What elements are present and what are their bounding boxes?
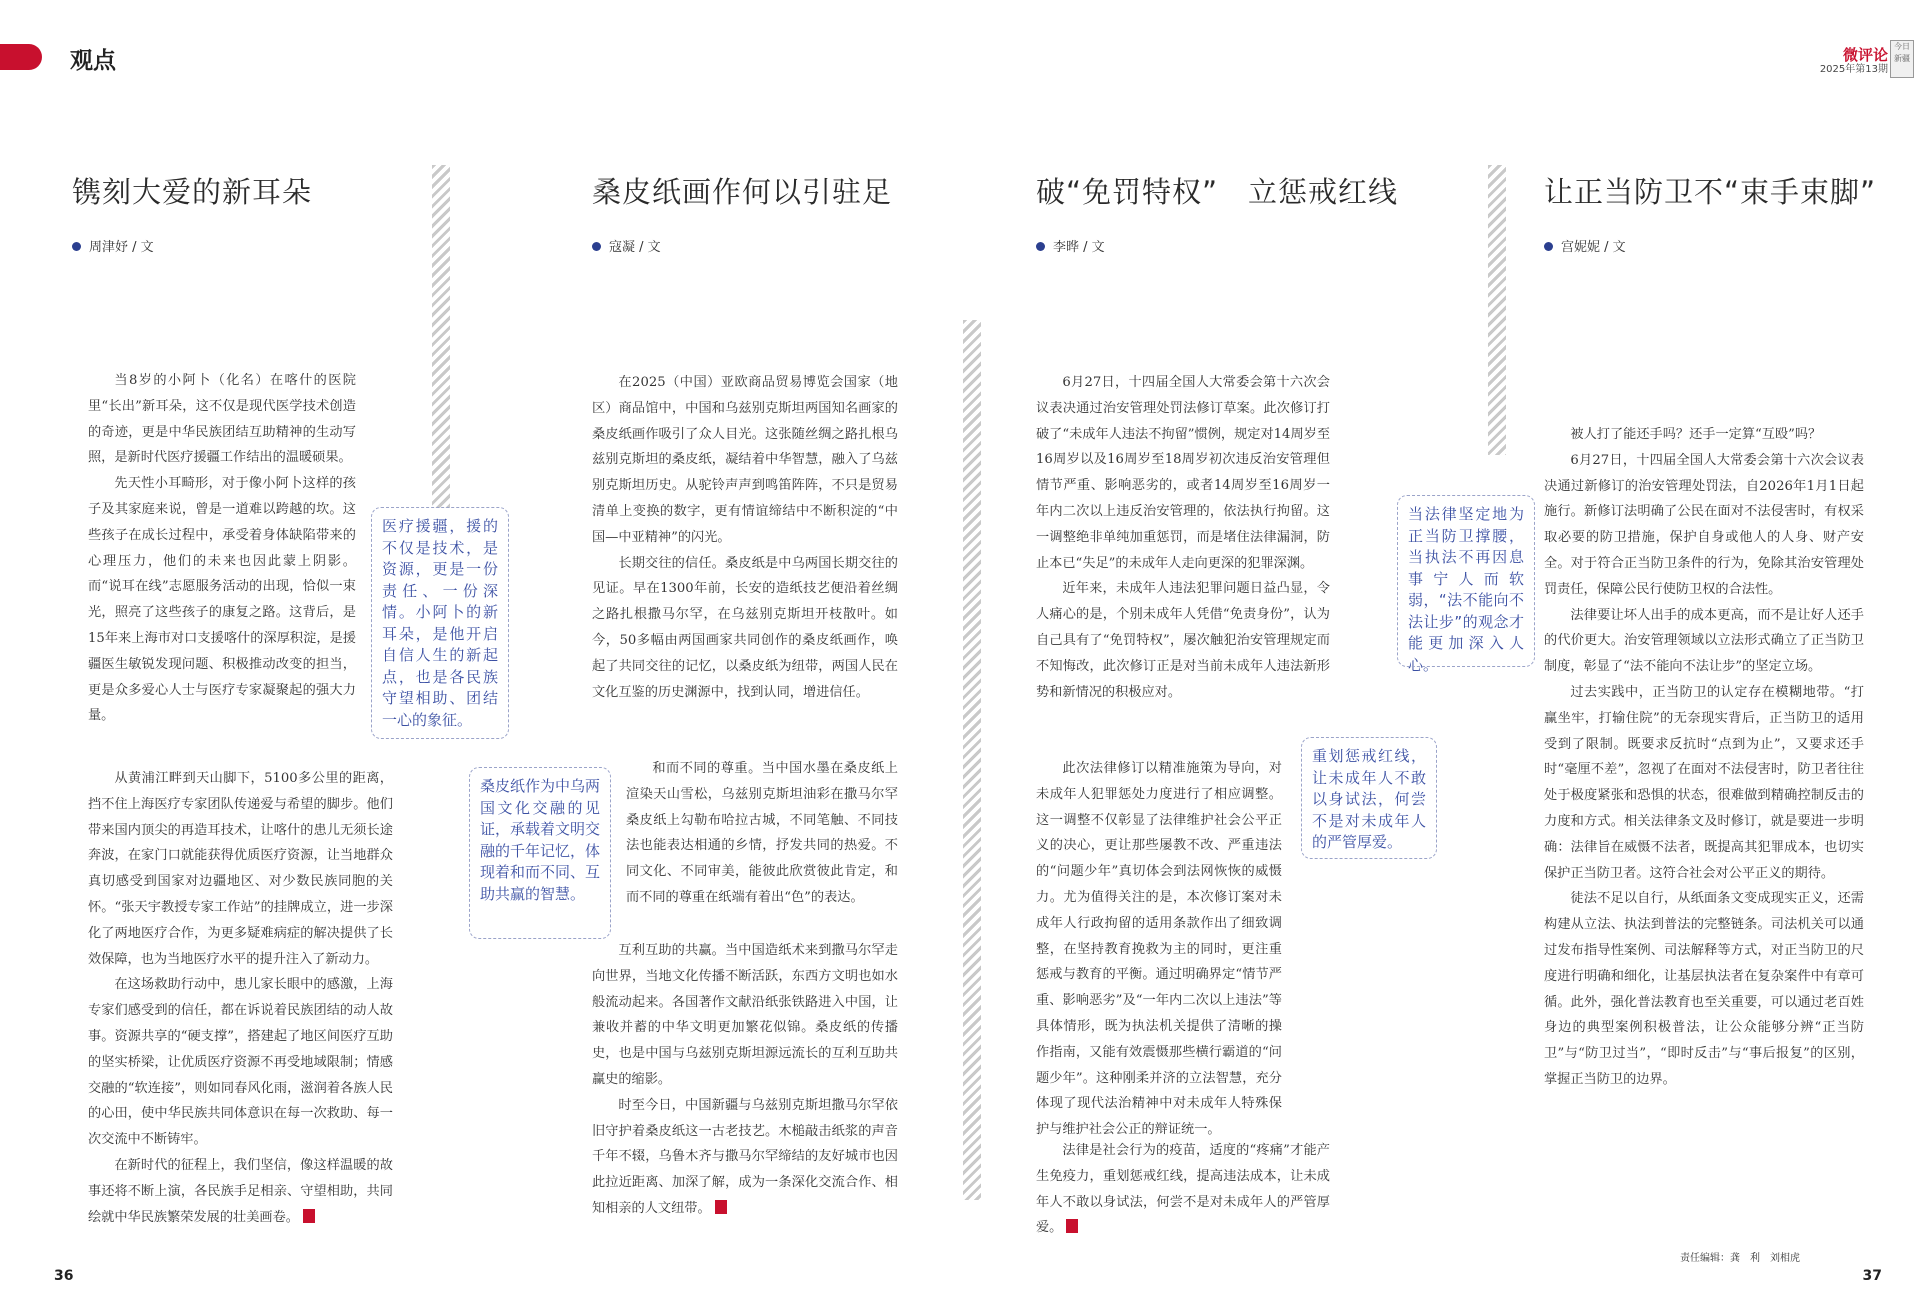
masthead-issue: 2025年第13期	[1819, 64, 1888, 75]
paragraph: 6月27日，十四届全国人大常委会第十六次会议表决通过新修订的治安管理处罚法，自2026年1月1日起施行。新修订法明确了公民在面对不法侵害时，有权采取必要的防卫措施，保护自身或他人的人身、财产安全。对于符合正当防卫条件的行为，免除其治安管理处罚责任，保障公民行使防卫权的合法性。	[1544, 452, 1864, 597]
paragraph: 法律要让坏人出手的成本更高，而不是让好人还手的代价更大。治安管理领域以立法形式确立了正当防卫制度，彰显了“法不能向不法让步”的坚定立场。	[1544, 607, 1864, 675]
paragraph: 近年来，未成年人违法犯罪问题日益凸显，令人痛心的是，个别未成年人凭借“免责身份”，认为自己具有了“免罚特权”，屡次触犯治安管理规定而不知悔改，此次修订正是对当前未成年人违法新形势和新情况的积极应对。	[1036, 581, 1330, 700]
paragraph: 和而不同的尊重。当中国水墨在桑皮纸上渲染天山雪松，乌兹别克斯坦油彩在撒马尔罕桑皮纸上勾勒布哈拉古城，不同笔触、不同技法也能表达相通的乡情，抒发共同的热爱。不同文化、不同审美，能彼此欣赏彼此肯定，和而不同的尊重在纸端有着出“色”的表达。	[626, 761, 898, 905]
article-body-continued	[1036, 1138, 1330, 1241]
section-tab-marker	[0, 44, 42, 70]
paragraph: 过去实践中，正当防卫的认定存在模糊地带。“打赢坐牢，打输住院”的无奈现实背后，正当防卫的适用受到了限制。既要求反抗时“点到为止”，又要求还手时“毫厘不差”，忽视了在面对不法侵害时，防卫者往往处于极度紧张和恐惧的状态，很难做到精确控制反击的力度和方式。相关法律条文及时修订，就是要进一步明确：法律旨在威慑不法者，既提高其犯罪成本，也切实保护正当防卫者。这符合社会对公平正义的期待。	[1544, 684, 1864, 881]
paragraph: 6月27日，十四届全国人大常委会第十六次会议表决通过治安管理处罚法修订草案。此次修订打破了“未成年人违法不拘留”惯例，规定对14周岁至16周岁以及16周岁至18周岁初次违反治安管理但情节严重、影响恶劣的，或者14周岁至16周岁一年内二次以上违反治安管理的，依法执行拘留。这一调整绝非单纯加重惩罚，而是堵住法律漏洞，防止本已“失足”的未成年人走向更深的犯罪深渊。	[1036, 375, 1331, 571]
author-name: 李晔 / 文	[1053, 240, 1105, 255]
editor-credit: 责任编辑：龚 利 刘相虎	[1680, 1253, 1800, 1264]
bullet-dot-icon	[592, 242, 601, 251]
article-body-continued	[626, 756, 898, 911]
end-mark-icon	[1066, 1219, 1078, 1233]
article-byline	[1544, 236, 1626, 255]
article-byline	[592, 236, 661, 255]
paragraph: 先天性小耳畸形，对于像小阿卜这样的孩子及其家庭来说，曾是一道难以跨越的坎。这些孩子在成长过程中，承受着身体缺陷带来的心理压力，他们的未来也因此蒙上阴影。而“说耳在线”志愿服务活动的出现，恰似一束光，照亮了这些孩子的康复之路。这背后，是15年来上海市对口支援喀什的深厚积淀，是援疆医生敏锐发现问题、积极推动改变的担当，更是众多爱心人士与医疗专家凝聚起的强大力量。	[88, 476, 356, 724]
page-number-left: 36	[54, 1268, 74, 1284]
paragraph: 在这场救助行动中，患儿家长眼中的感激，上海专家们感受到的信任，都在诉说着民族团结的动人故事。资源共享的“硬支撑”，搭建起了地区间医疗互助的坚实桥梁，让优质医疗资源不再受地域限制；情感交融的“软连接”，则如同春风化雨，滋润着各族人民的心田，使中华民族共同体意识在每一次救助、每一次交流中不断铸牢。	[88, 977, 393, 1148]
paragraph: 长期交往的信任。桑皮纸是中乌两国长期交往的见证。早在1300年前，长安的造纸技艺便沿着丝绸之路扎根撒马尔罕，在乌兹别克斯坦开枝散叶。如今，50多幅由两国画家共同创作的桑皮纸画作，唤起了共同交往的记忆，以桑皮纸为纽带，两国人民在文化互鉴的历史渊源中，找到认同，增进信任。	[592, 555, 898, 700]
article-body-continued	[1036, 756, 1282, 1143]
paragraph: 被人打了能还手吗？还手一定算“互殴”吗？	[1570, 427, 1822, 442]
article-body-continued	[88, 766, 393, 1230]
author-name: 寇凝 / 文	[609, 240, 661, 255]
paragraph: 此次法律修订以精准施策为导向，对未成年人犯罪惩处力度进行了相应调整。这一调整不仅彰显了法律维护社会公平正义的决心，更让那些屡教不改、严重违法的“问题少年”真切体会到法网恢恢的威慑力。尤为值得关注的是，本次修订案对未成年人行政拘留的适用条款作出了细致调整，在坚持教育挽救为主的同时，更注重惩戒与教育的平衡。通过明确界定“情节严重、影响恶劣”及“一年内二次以上违法”等具体情形，既为执法机关提供了清晰的操作指南，又能有效震慑那些横行霸道的“问题少年”。这种刚柔并济的立法智慧，充分体现了现代法治精神中对未成年人特殊保护与维护社会公正的辩证统一。	[1036, 761, 1282, 1138]
bullet-dot-icon	[1036, 242, 1045, 251]
masthead-title: 微评论	[1842, 46, 1888, 64]
paragraph: 法律是社会行为的疫苗，适度的“疼痛”才能产生免疫力，重划惩戒红线，提高违法成本，让未成年人不敢以身试法，何尝不是对未成年人的严管厚爱。	[1036, 1143, 1330, 1236]
section-label: 观点	[70, 48, 116, 74]
author-name: 宫妮妮 / 文	[1561, 240, 1626, 255]
paragraph: 互利互助的共赢。当中国造纸术来到撒马尔罕走向世界，当地文化传播不断活跃，东西方文明也如水般流动起来。各国著作文献沿纸张铁路进入中国，让兼收并蓄的中华文明更加繁花似锦。桑皮纸的传播史，也是中国与乌兹别克斯坦源远流长的互利互助共赢史的缩影。	[592, 943, 898, 1087]
article-byline	[1036, 236, 1105, 255]
pull-quote: 桑皮纸作为中乌两国文化交融的见证，承载着文明交融的千年记忆，体现着和而不同、互助共赢的智慧。	[470, 768, 610, 938]
paragraph: 时至今日，中国新疆与乌兹别克斯坦撒马尔罕依旧守护着桑皮纸这一古老技艺。木槌敲击纸浆的声音千年不辍，乌鲁木齐与撒马尔罕缔结的友好城市也因此拉近距离、加深了解，成为一条深化交流合作、相知相亲的人文纽带。	[592, 1097, 898, 1216]
magazine-logo: 今日新疆	[1890, 40, 1914, 78]
paragraph: 在2025（中国）亚欧商品贸易博览会国家（地区）商品馆中，中国和乌兹别克斯坦两国知名画家的桑皮纸画作吸引了众人目光。这张随丝绸之路扎根乌兹别克斯坦的桑皮纸，凝结着中华智慧，融入了乌兹别克斯坦历史。从驼铃声声到鸣笛阵阵，不只是贸易清单上变换的数字，更有情谊缔结中不断积淀的“中国—中亚精神”的闪光。	[592, 375, 898, 545]
pull-quote: 当法律坚定地为正当防卫撑腰，当执法不再因息事宁人而软弱，“法不能向不法让步”的观念才能更加深入人心。	[1398, 496, 1534, 666]
end-mark-icon	[303, 1209, 315, 1223]
divider-stripe-2	[963, 320, 981, 1200]
page-number-right: 37	[1862, 1268, 1882, 1284]
divider-stripe-3	[1488, 165, 1506, 455]
author-name: 周津妤 / 文	[89, 240, 154, 255]
paragraph: 当8岁的小阿卜（化名）在喀什的医院里“长出”新耳朵，这不仅是现代医学技术创造的奇迹，更是中华民族团结互助精神的生动写照，是新时代医疗援疆工作结出的温暖硕果。	[88, 373, 356, 466]
bullet-dot-icon	[72, 242, 81, 251]
article-title: 镌刻大爱的新耳朵	[72, 175, 313, 209]
article-body	[1544, 422, 1864, 1093]
paragraph: 徒法不足以自行，从纸面条文变成现实正义，还需构建从立法、执法到普法的完整链条。司法机关可以通过发布指导性案例、司法解释等方式，对正当防卫的尺度进行明确和细化，让基层执法者在复杂案件中有章可循。此外，强化普法教育也至关重要，可以通过老百姓身边的典型案例积极普法，让公众能够分辨“正当防卫”与“防卫过当”，“即时反击”与“事后报复”的区别，掌握正当防卫的边界。	[1544, 891, 1864, 1087]
end-mark-icon	[715, 1200, 727, 1214]
bullet-dot-icon	[1544, 242, 1553, 251]
paragraph: 在新时代的征程上，我们坚信，像这样温暖的故事还将不断上演，各民族手足相亲、守望相助，共同绘就中华民族繁荣发展的壮美画卷。	[88, 1157, 393, 1225]
pull-quote: 医疗援疆，援的不仅是技术，是资源，更是一份责任、一份深情。小阿卜的新耳朵，是他开启自信人生的新起点，也是各民族守望相助、团结一心的象征。	[372, 508, 508, 738]
article-title: 让正当防卫不“束手束脚”	[1544, 175, 1877, 209]
article-title: 破“免罚特权” 立惩戒红线	[1036, 175, 1399, 209]
article-body-continued	[592, 938, 898, 1222]
article-byline	[72, 236, 154, 255]
article-body	[88, 368, 356, 729]
paragraph: 从黄浦江畔到天山脚下，5100多公里的距离，挡不住上海医疗专家团队传递爱与希望的脚步。他们带来国内顶尖的再造耳技术，让喀什的患儿无须长途奔波，在家门口就能获得优质医疗资源，让当地群众真切感受到国家对边疆地区、对少数民族同胞的关怀。“张天宇教授专家工作站”的挂牌成立，进一步深化了两地医疗合作，为更多疑难病症的解决提供了长效保障，也为当地医疗水平的提升注入了新动力。	[88, 771, 393, 967]
article-body	[1036, 370, 1330, 705]
pull-quote: 重划惩戒红线，让未成年人不敢以身试法，何尝不是对未成年人的严管厚爱。	[1302, 738, 1436, 858]
article-body	[592, 370, 898, 705]
article-title: 桑皮纸画作何以引驻足	[592, 175, 893, 209]
